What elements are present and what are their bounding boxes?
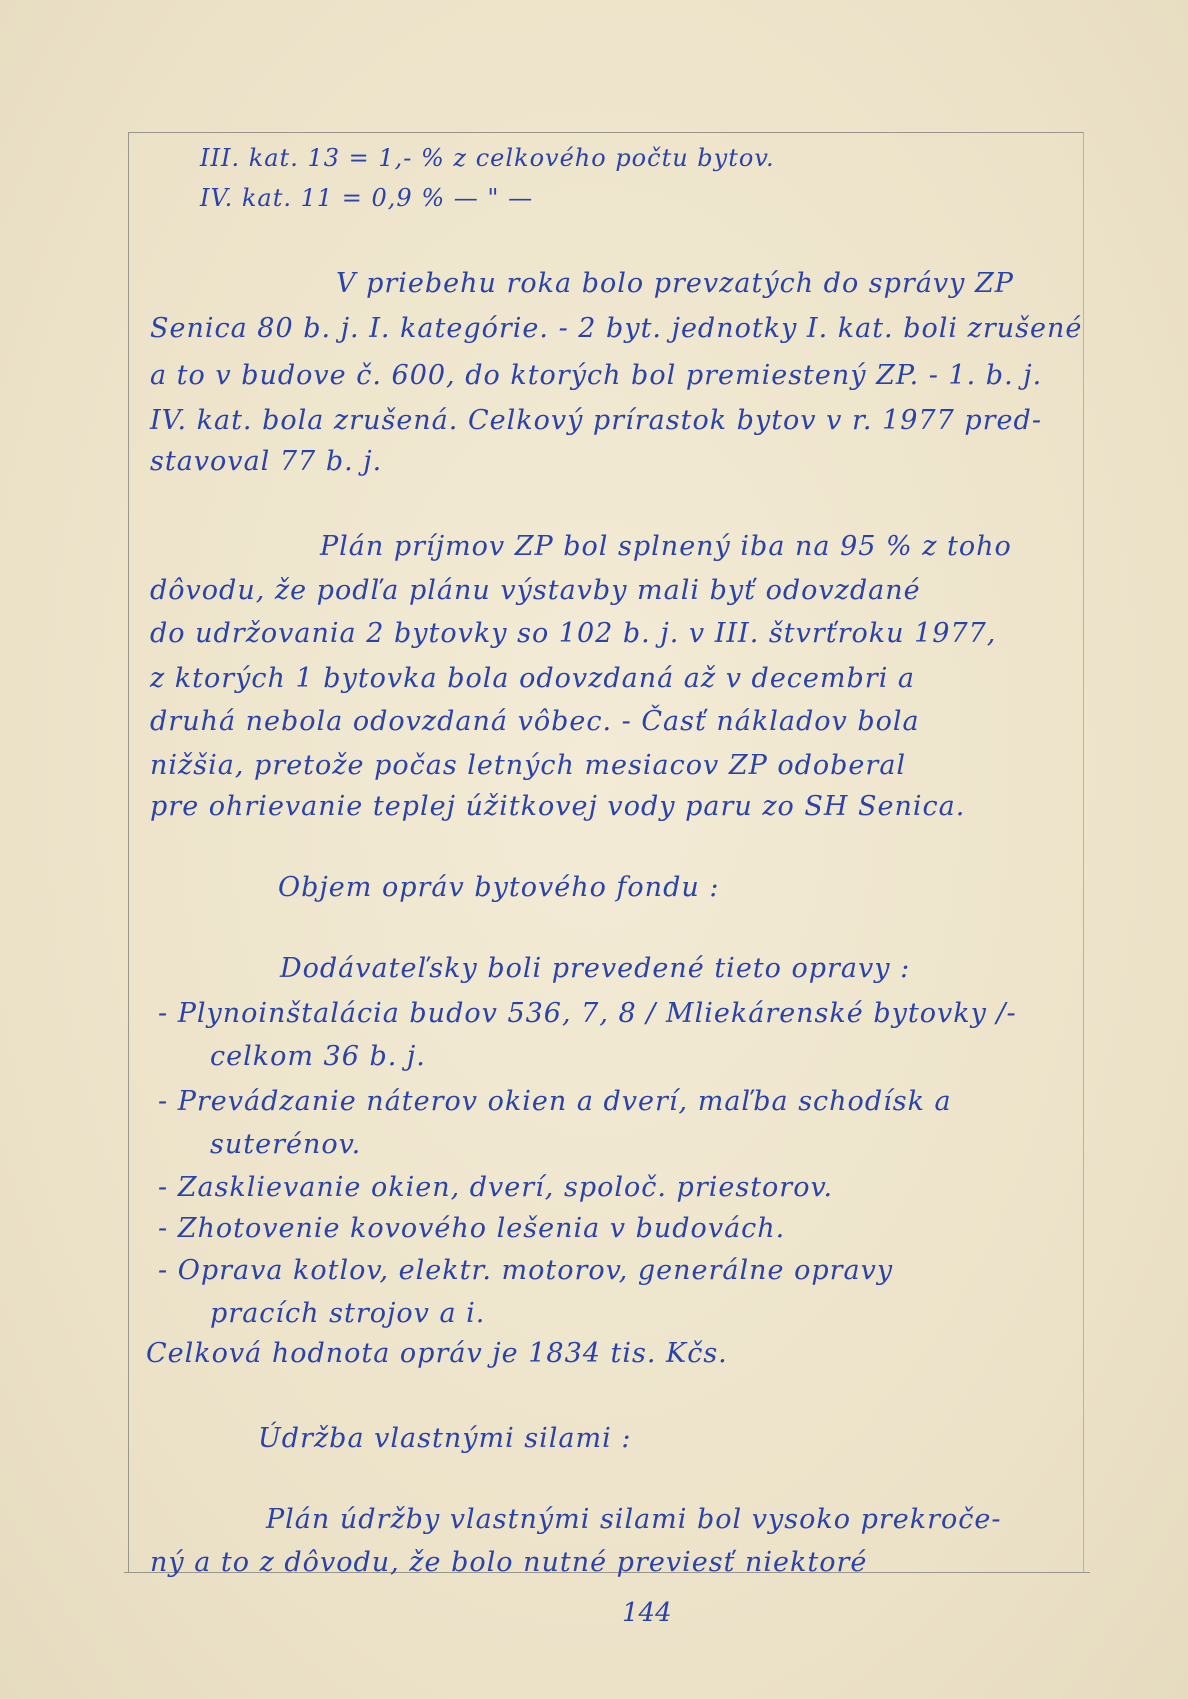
text-line: a to v budove č. 600, do ktorých bol premiestený ZP. - 1. b. j. xyxy=(150,360,1043,391)
list-item-continuation: celkom 36 b. j. xyxy=(210,1041,426,1072)
text-line: stavoval 77 b. j. xyxy=(150,446,383,477)
text-line: Celková hodnota opráv je 1834 tis. Kčs. xyxy=(146,1338,728,1369)
section-heading: Údržba vlastnými silami : xyxy=(258,1423,632,1454)
text-line: Plán údržby vlastnými silami bol vysoko prekroče- xyxy=(266,1504,1002,1535)
text-line: pre ohrievanie teplej úžitkovej vody paru zo SH Senica. xyxy=(150,791,966,822)
text-line: IV. kat. 11 = 0,9 % — " — xyxy=(200,184,534,212)
list-item-continuation: suterénov. xyxy=(210,1129,362,1160)
text-line: ný a to z dôvodu, že bolo nutné previesť niektoré xyxy=(150,1547,868,1578)
list-item: - Prevádzanie náterov okien a dverí, maľba schodísk a xyxy=(158,1086,952,1117)
section-heading: Objem opráv bytového fondu : xyxy=(278,872,720,903)
text-line: Dodávateľsky boli prevedené tieto opravy : xyxy=(280,953,911,984)
text-line: z ktorých 1 bytovka bola odovzdaná až v decembri a xyxy=(150,663,916,694)
text-line: V priebehu roka bolo prevzatých do správy ZP xyxy=(336,268,1014,299)
text-line: do udržovania 2 bytovky so 102 b. j. v III. štvrťroku 1977, xyxy=(150,618,997,649)
text-line: dôvodu, že podľa plánu výstavby mali byť odovzdané xyxy=(150,575,921,606)
page-number: 144 xyxy=(622,1598,672,1628)
list-item: - Oprava kotlov, elektr. motorov, generálne opravy xyxy=(158,1255,894,1286)
text-line: Senica 80 b. j. I. kategórie. - 2 byt. jednotky I. kat. boli zrušené xyxy=(150,313,1083,344)
text-line: III. kat. 13 = 1,- % z celkového počtu bytov. xyxy=(200,144,775,172)
text-line: nižšia, pretože počas letných mesiacov ZP odoberal xyxy=(150,750,907,781)
list-item: - Zasklievanie okien, dverí, spoloč. priestorov. xyxy=(158,1172,834,1203)
text-line: Plán príjmov ZP bol splnený iba na 95 % z toho xyxy=(320,531,1012,562)
text-line: druhá nebola odovzdaná vôbec. - Časť nákladov bola xyxy=(150,706,920,737)
list-item: - Zhotovenie kovového lešenia v budovách. xyxy=(158,1213,786,1244)
text-line: IV. kat. bola zrušená. Celkový prírastok bytov v r. 1977 pred- xyxy=(150,405,1042,436)
list-item-continuation: pracích strojov a i. xyxy=(210,1298,486,1329)
list-item: - Plynoinštalácia budov 536, 7, 8 / Mliekárenské bytovky /- xyxy=(158,998,1017,1029)
